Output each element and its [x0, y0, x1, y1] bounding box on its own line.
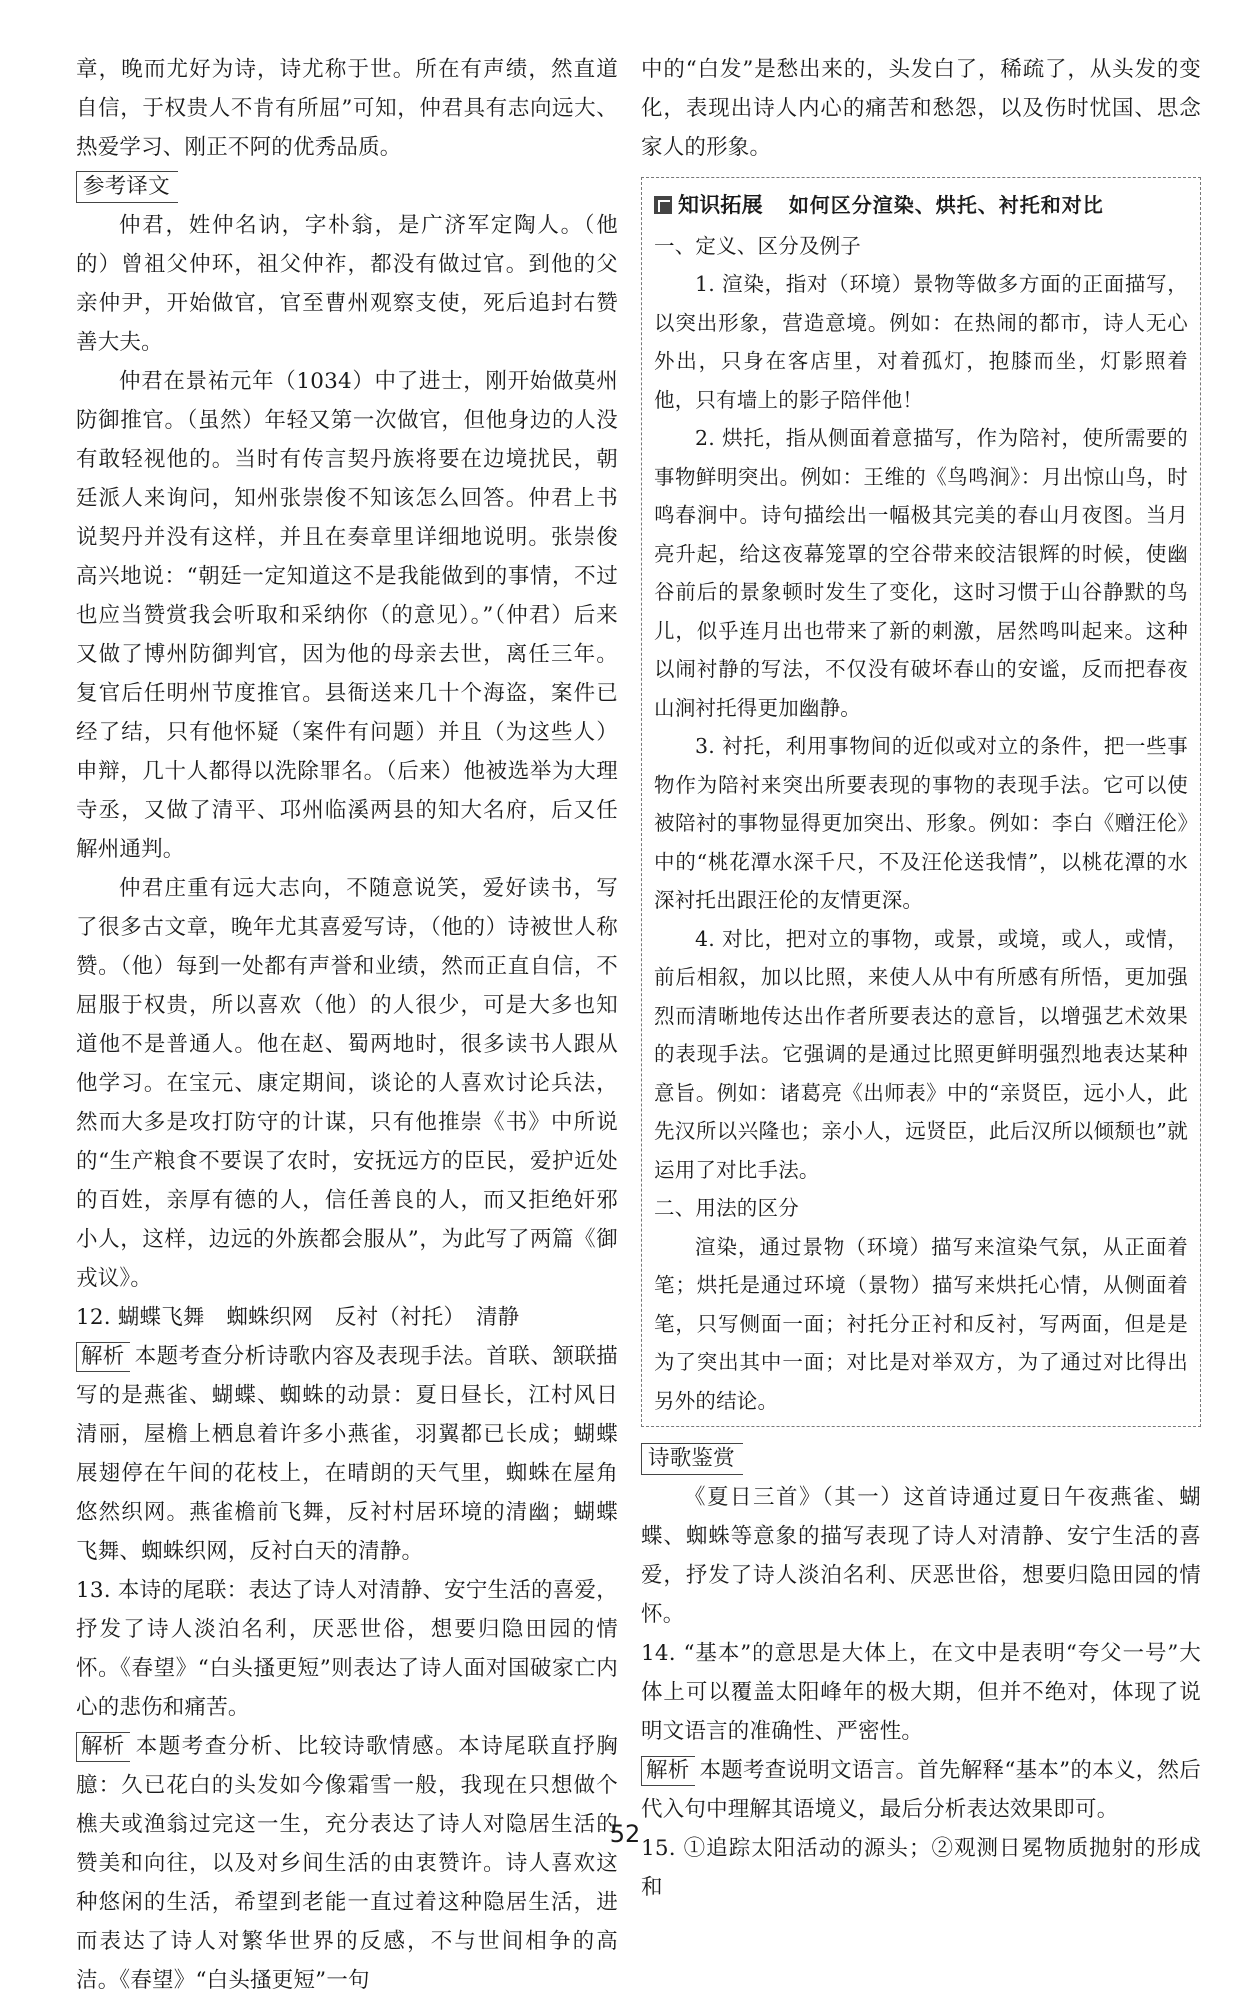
box-subtitle: 如何区分渲染、烘托、衬托和对比 [788, 193, 1104, 217]
translation-paragraph: 仲君在景祐元年（1034）中了进士，刚开始做莫州防御推官。（虽然）年轻又第一次做官，但他身边的人没有敢轻视他的。当时有传言契丹族将要在边境扰民，朝廷派人来询问，知州张崇俊不知该怎么回答。仲君上书说契丹并没有这样，并且在奏章里详细地说明。张崇俊高兴地说：“朝廷一定知道这不是我能做到的事情，不过也应当赞赏我会听取和采纳你（的意见）。”（仲君）后来又做了博州防御判官，因为他的母亲去世，离任三年。复官后任明州节度推官。县衙送来几十个海盗，案件已经了结，只有他怀疑（案件有问题）并且（为这些人）申辩，几十人都得以洗除罪名。（后来）他被选举为大理寺丞，又做了清平、邛州临溪两县的知大名府，后又任解州通判。 [76, 369, 618, 862]
box-item: 1. 渲染，指对（环境）景物等做多方面的正面描写，以突出形象，营造意境。例如：在热闹的都市，诗人无心外出，只身在客店里，对着孤灯，抱膝而坐，灯影照着他，只有墙上的影子陪伴他！ [654, 272, 1188, 412]
analysis-tag: 解析 [76, 1732, 130, 1762]
paragraph: 中的“白发”是愁出来的，头发白了，稀疏了，从头发的变化，表现出诗人内心的痛苦和愁怨，以及伤时忧国、思念家人的形象。 [641, 57, 1201, 160]
left-column [76, 50, 618, 2000]
analysis-14: 解析 本题考查说明文语言。首先解释“基本”的本义，然后代入句中理解其语境义，最后分析表达效果即可。 [641, 1758, 1201, 1822]
box-title: 知识拓展 [678, 193, 763, 217]
analysis-12: 解析 本题考查分析诗歌内容及表现手法。首联、颔联描写的是燕雀、蝴蝶、蜘蛛的动景：夏日昼长，江村风日清丽，屋檐上栖息着许多小燕雀，羽翼都已长成；蝴蝶展翅停在午间的花枝上，在晴朗的天气里，蜘蛛在屋角悠然织网。燕雀檐前飞舞，反衬村居环境的清幽；蝴蝶飞舞、蜘蛛织网，反衬白天的清静。 [76, 1344, 618, 1564]
box-heading: 一、定义、区分及例子 [654, 233, 861, 258]
knowledge-extension-box [641, 177, 1201, 1427]
analysis-13: 解析 本题考查分析、比较诗歌情感。本诗尾联直抒胸臆：久已花白的头发如今像霜雪一般，我现在只想做个樵夫或渔翁过完这一生，充分表达了诗人对隐居生活的赞美和向往，以及对乡间生活的由衷赞许。诗人喜欢这种悠闲的生活，希望到老能一直过着这种隐居生活，进而表达了诗人对繁华世界的反感，不与世间相争的高洁。《春望》“白头搔更短”一句 [76, 1734, 618, 1993]
box-header [654, 186, 1188, 225]
page-number: 52 [609, 1820, 641, 1848]
box-item: 4. 对比，把对立的事物，或景，或境，或人，或情，前后相叙，加以比照，来使人从中有所感有所悟，更加强烈而清晰地传达出作者所要表达的意旨，以增强艺术效果的表现手法。它强调的是通过比照更鲜明强烈地表达某种意旨。例如：诸葛亮《出师表》中的“亲贤臣，远小人，此先汉所以兴隆也；亲小人，远贤臣，此后汉所以倾颓也”就运用了对比手法。 [654, 926, 1188, 1182]
box-heading: 二、用法的区分 [654, 1196, 799, 1220]
poem-appreciation-label: 诗歌鉴赏 [641, 1439, 1201, 1478]
translation-paragraph: 仲君庄重有远大志向，不随意说笑，爱好读书，写了很多古文章，晚年尤其喜爱写诗，（他的）诗被世人称赞。（他）每到一处都有声誉和业绩，然而正直自信，不屈服于权贵，所以喜欢（他）的人很少，可是大多也知道他不是普通人。他在赵、蜀两地时，很多读书人跟从他学习。在宝元、康定期间，谈论的人喜欢讨论兵法，然而大多是攻打防守的计谋，只有他推崇《书》中所说的“生产粮食不要误了农时，安抚远方的臣民，爱护近处的百姓，亲厚有德的人，信任善良的人，而又拒绝奸邪小人，这样，边远的外族都会服从”，为此写了两篇《御戎议》。 [76, 876, 618, 1291]
answer-12: 12. 蝴蝶飞舞 蜘蛛织网 反衬（衬托） 清静 [76, 1305, 520, 1330]
box-item: 3. 衬托，利用事物间的近似或对立的条件，把一些事物作为陪衬来突出所要表现的事物的表现手法。它可以使被陪衬的事物显得更加突出、形象。例如：李白《赠汪伦》中的“桃花潭水深千尺，不及汪伦送我情”，以桃花潭的水深衬托出跟汪伦的友情更深。 [654, 734, 1188, 912]
answer-15: 15. ①追踪太阳活动的源头；②观测日冕物质抛射的形成和 [641, 1836, 1201, 1900]
translation-paragraph: 仲君，姓仲名讷，字朴翁，是广济军定陶人。（他的）曾祖父仲环，祖父仲祚，都没有做过官。到他的父亲仲尹，开始做官，官至曹州观察支使，死后追封右赞善大夫。 [76, 213, 618, 355]
paragraph: 章，晚而尤好为诗，诗尤称于世。所在有声绩，然直道自信，于权贵人不肯有所屈”可知，仲君具有志向远大、热爱学习、刚正不阿的优秀品质。 [76, 57, 618, 160]
answer-14: 14. “基本”的意思是大体上，在文中是表明“夸父一号”大体上可以覆盖太阳峰年的极大期，但并不绝对，体现了说明文语言的准确性、严密性。 [641, 1641, 1201, 1744]
right-column [641, 50, 1201, 1907]
box-item: 渲染，通过景物（环境）描写来渲染气氛，从正面着笔；烘托是通过环境（景物）描写来烘托心情，从侧面着笔，只写侧面一面；衬托分正衬和反衬，写两面，但是是为了突出其中一面；对比是对举双方，为了通过对比得出另外的结论。 [654, 1234, 1188, 1413]
poem-appreciation: 《夏日三首》（其一）这首诗通过夏日午夜燕雀、蝴蝶、蜘蛛等意象的描写表现了诗人对清静、安宁生活的喜爱，抒发了诗人淡泊名利、厌恶世俗，想要归隐田园的情怀。 [641, 1485, 1201, 1627]
analysis-tag: 解析 [641, 1756, 695, 1786]
answer-13: 13. 本诗的尾联：表达了诗人对清静、安宁生活的喜爱，抒发了诗人淡泊名利，厌恶世俗，想要归隐田园的情怀。《春望》“白头搔更短”则表达了诗人面对国破家亡内心的悲伤和痛苦。 [76, 1578, 618, 1720]
book-icon [654, 196, 672, 214]
box-item: 2. 烘托，指从侧面着意描写，作为陪衬，使所需要的事物鲜明突出。例如：王维的《鸟鸣涧》：月出惊山鸟，时鸣春涧中。诗句描绘出一幅极其完美的春山月夜图。当月亮升起，给这夜幕笼罩的空谷带来皎洁银辉的时候，使幽谷前后的景象顿时发生了变化，这时习惯于山谷静默的鸟儿，似乎连月出也带来了新的刺激，居然鸣叫起来。这种以闹衬静的写法，不仅没有破坏春山的安谧，反而把春夜山涧衬托得更加幽静。 [654, 426, 1188, 720]
reference-translation-label: 参考译文 [76, 167, 618, 206]
analysis-tag: 解析 [76, 1342, 130, 1372]
